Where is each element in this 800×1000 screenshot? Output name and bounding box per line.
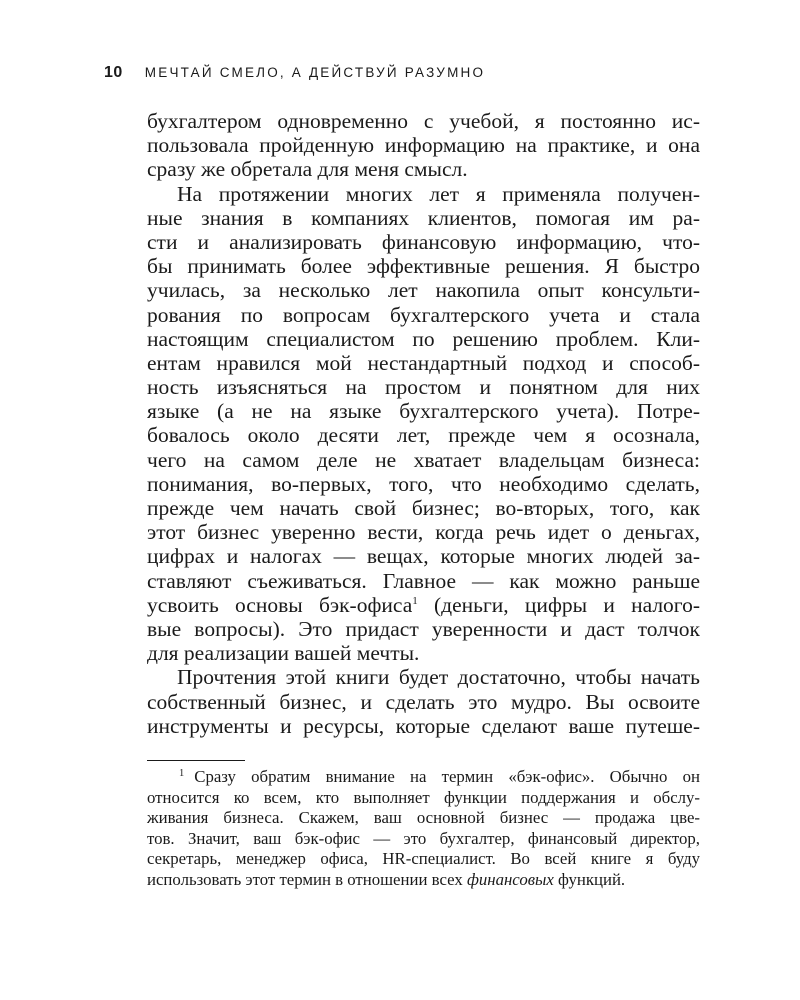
text-line: для реализации вашей мечты. xyxy=(147,641,420,666)
footnote-emphasis: финансовых xyxy=(466,869,554,889)
text-line: языке (а не на языке бухгалтерского учета). Потре- xyxy=(147,399,700,424)
text-line: чего на самом деле не хватает владельцам бизнеса: xyxy=(147,447,700,472)
footnote-text: использовать этот термин в отношении всех xyxy=(147,869,467,889)
text-line: ставляют съеживаться. Главное — как можно раньше xyxy=(147,568,700,593)
text-line: рования по вопросам бухгалтерского учета и стала xyxy=(147,302,700,327)
running-head xyxy=(104,64,485,88)
text-line: Прочтения этой книги будет достаточно, чтобы начать xyxy=(177,665,700,690)
text-line: собственный бизнес, и сделать это мудро. Вы освоите xyxy=(147,689,700,714)
text-line: ность изъясняться на простом и понятном для них xyxy=(147,375,700,400)
text-line: ентам нравился мой нестандартный подход и способ- xyxy=(147,350,700,375)
book-title: МЕЧТАЙ СМЕЛО, А ДЕЙСТВУЙ РАЗУМНО xyxy=(144,65,486,80)
text-line: инструменты и ресурсы, которые сделают ваше путеше- xyxy=(147,713,700,738)
footnote-divider xyxy=(147,760,245,761)
text-segment: усвоить основы бэк-офиса xyxy=(147,592,413,617)
footnote-line: относится ко всем, кто выполняет функции поддержания и обслу- xyxy=(147,787,700,807)
text-line: понимания, во-первых, того, что необходимо сделать, xyxy=(147,471,700,496)
footnote-text: Сразу обратим внимание на термин «бэк-офис». Обычно он xyxy=(194,767,700,786)
text-line: На протяжении многих лет я применяла получен- xyxy=(177,181,700,206)
text-line: настоящим специалистом по решению проблем. Кли- xyxy=(147,326,700,351)
body-text xyxy=(147,109,700,738)
footnote-line: секретарь, менеджер офиса, HR-специалист. Во всей книге я буду xyxy=(147,849,700,868)
footnote-line xyxy=(147,767,700,788)
page-number: 10 xyxy=(104,64,123,81)
footnote-text: функций. xyxy=(553,869,626,889)
text-segment: (деньги, цифры и налого- xyxy=(417,592,700,617)
text-line: бы принимать более эффективные решения. Я быстро xyxy=(147,254,700,279)
text-line: сти и анализировать финансовую информацию, что- xyxy=(147,229,700,254)
text-line: этот бизнес уверенно вести, когда речь идет о деньгах, xyxy=(147,520,700,545)
footnote-marker: 1 xyxy=(179,768,185,779)
footnote-reference: 1 xyxy=(412,594,418,607)
text-line: бухгалтером одновременно с учебой, я постоянно ис- xyxy=(147,109,700,133)
text-line: пользовала пройденную информацию на практике, и она xyxy=(147,133,700,158)
text-line: училась, за несколько лет накопила опыт консульти- xyxy=(147,278,700,303)
text-line-with-footnote-ref xyxy=(147,593,700,617)
text-line: ные знания в компаниях клиентов, помогая им ра- xyxy=(147,205,700,230)
text-line: сразу же обретала для меня смысл. xyxy=(147,157,468,182)
footnote-line: живания бизнеса. Скажем, ваш основной бизнес — продажа цве- xyxy=(147,808,700,827)
text-line: прежде чем начать свой бизнес; во-вторых, того, как xyxy=(147,496,700,520)
footnote-line-last xyxy=(147,870,700,891)
text-line: вые вопросы). Это придаст уверенности и даст толчок xyxy=(147,616,700,641)
text-line: цифрах и налогах — вещах, которые многих людей за- xyxy=(147,544,700,569)
footnote-line: тов. Значит, ваш бэк-офис — это бухгалтер, финансовый директор, xyxy=(147,828,700,848)
footnote xyxy=(147,767,700,890)
text-line: бовалось около десяти лет, прежде чем я осознала, xyxy=(147,423,700,448)
